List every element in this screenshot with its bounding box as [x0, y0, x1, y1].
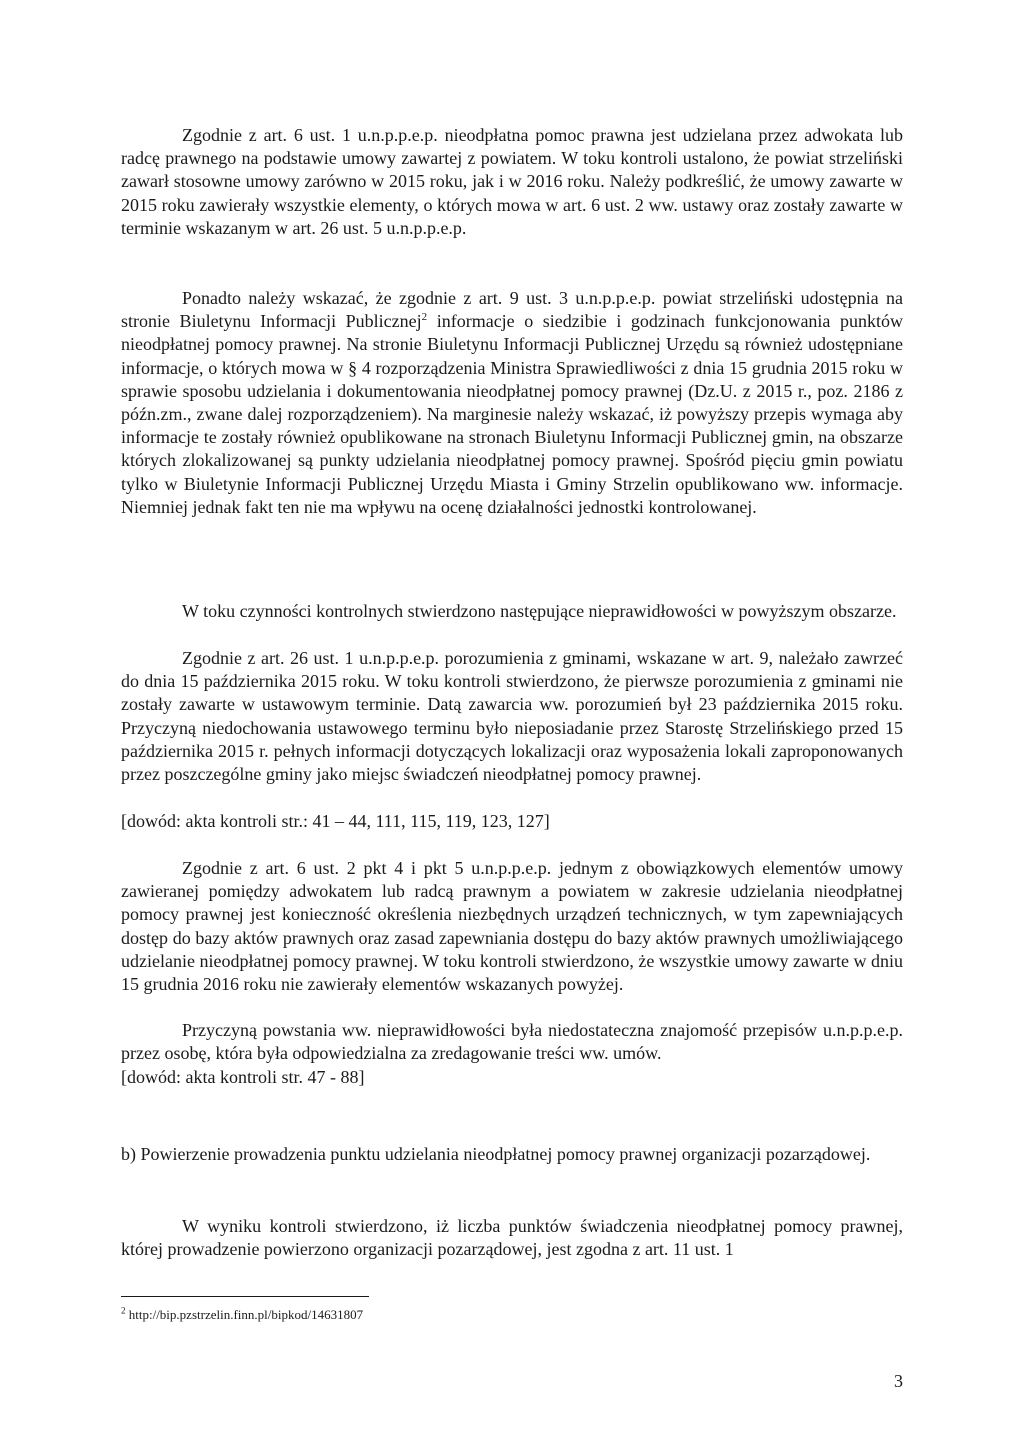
paragraph-contract-elements: Zgodnie z art. 6 ust. 2 pkt 4 i pkt 5 u.n.p.p.e.p. jednym z obowiązkowych elementów umowy zawieranej pomiędzy adwokatem lub radcą prawnym a powiatem w zakresie udzielania nieodpłatnej pomocy prawnej jest konieczność określenia niezbędnych urządzeń technicznych, w tym zapewniających dostęp do bazy aktów prawnych oraz zasad zapewniania dostępu do bazy aktów prawnych umożliwiającego udzielanie nieodpłatnej pomocy prawnej. W toku kontroli stwierdzono, że wszystkie umowy zawarte w dniu 15 grudnia 2016 roku nie zawierały elementów wskazanych powyżej. [121, 858, 903, 995]
paragraph-bip-text-end: informacje o siedzibie i godzinach funkcjonowania punktów nieodpłatnej pomocy prawnej. Na stronie Biuletynu Informacji Publicznej Urzędu są również udostępniane informacje, o których mowa w § 4 rozporządzenia Ministra Sprawiedliwości z dnia 15 grudnia 2015 roku w sprawie sposobu udzielania i dokumentowania nieodpłatnej pomocy prawnej (Dz.U. z 2015 r., poz. 2186 z późn.zm., zwane dalej rozporządzeniem). Na marginesie należy wskazać, iż powyższy przepis wymaga aby informacje te zostały również opublikowane na stronach Biuletynu Informacji Publicznej gmin, na obszarze których zlokalizowanej są punkty udzielania nieodpłatnej pomocy prawnej. Spośród pięciu gmin powiatu tylko w Biuletynie Informacji Publicznej Urzędu Miasta i Gminy Strzelin opublikowano ww. informacje. Niemniej jednak fakt ten nie ma wpływu na ocenę działalności jednostki kontrolowanej. [121, 311, 903, 517]
paragraph-bip-publication [121, 287, 903, 519]
paragraph-bip-text-start: Ponadto należy wskazać, że zgodnie z art. 9 ust. 3 u.n.p.p.e.p. powiat strzeliński udostępnia na stronie Biuletynu Informacji Publicznej [121, 288, 903, 332]
evidence-reference-1: [dowód: akta kontroli str.: 41 – 44, 111, 115, 119, 123, 127] [121, 811, 550, 831]
evidence-reference-2: [dowód: akta kontroli str. 47 - 88] [121, 1067, 365, 1087]
paragraph-municipal-agreements: Zgodnie z art. 26 ust. 1 u.n.p.p.e.p. porozumienia z gminami, wskazane w art. 9, należało zawrzeć do dnia 15 października 2015 roku. W toku kontroli stwierdzono, że pierwsze porozumienia z gminami nie zostały zawarte w ustawowym terminie. Datą zawarcia ww. porozumień był 23 października 2015 roku. Przyczyną niedochowania ustawowego terminu było nieposiadanie przez Starostę Strzelińskiego przed 15 października 2015 r. pełnych informacji dotyczących lokalizacji oraz wyposażenia lokali zaproponowanych przez poszczególne gminy jako miejsc świadczeń nieodpłatnej pomocy prawnej. [121, 648, 903, 785]
paragraph-free-legal-aid-contracts: Zgodnie z art. 6 ust. 1 u.n.p.p.e.p. nieodpłatna pomoc prawna jest udzielana przez adwokata lub radcę prawnego na podstawie umowy zawartej z powiatem. W toku kontroli ustalono, że powiat strzeliński zawarł stosowne umowy zarówno w 2015 roku, jak i w 2016 roku. Należy podkreślić, że umowy zawarte w 2015 roku zawierały wszystkie elementy, o których mowa w art. 6 ust. 2 ww. ustawy oraz zostały zawarte w terminie wskazanym w art. 26 ust. 5 u.n.p.p.e.p. [121, 125, 903, 238]
footnote-reference[interactable]: 2 [421, 311, 428, 324]
section-heading-b: b) Powierzenie prowadzenia punktu udzielania nieodpłatnej pomocy prawnej organizacji pozarządowej. [121, 1144, 871, 1164]
footnote-separator [121, 1296, 369, 1297]
page-number: 3 [894, 1371, 903, 1391]
paragraph-cause-of-irregularity: Przyczyną powstania ww. nieprawidłowości była niedostateczna znajomość przepisów u.n.p.p.e.p. przez osobę, która była odpowiedzialna za zredagowanie treści ww. umów. [121, 1020, 903, 1064]
paragraph-ngo-points: W wyniku kontroli stwierdzono, iż liczba punktów świadczenia nieodpłatnej pomocy prawnej, której prowadzenie powierzono organizacji pozarządowej, jest zgodna z art. 11 ust. 1 [121, 1216, 903, 1260]
footnote-marker: 2 [121, 1305, 126, 1316]
footnote [121, 1307, 363, 1323]
paragraph-irregularities-intro: W toku czynności kontrolnych stwierdzono następujące nieprawidłowości w powyższym obszarze. [182, 601, 897, 621]
footnote-link[interactable]: http://bip.pzstrzelin.finn.pl/bipkod/14631807 [125, 1307, 364, 1322]
